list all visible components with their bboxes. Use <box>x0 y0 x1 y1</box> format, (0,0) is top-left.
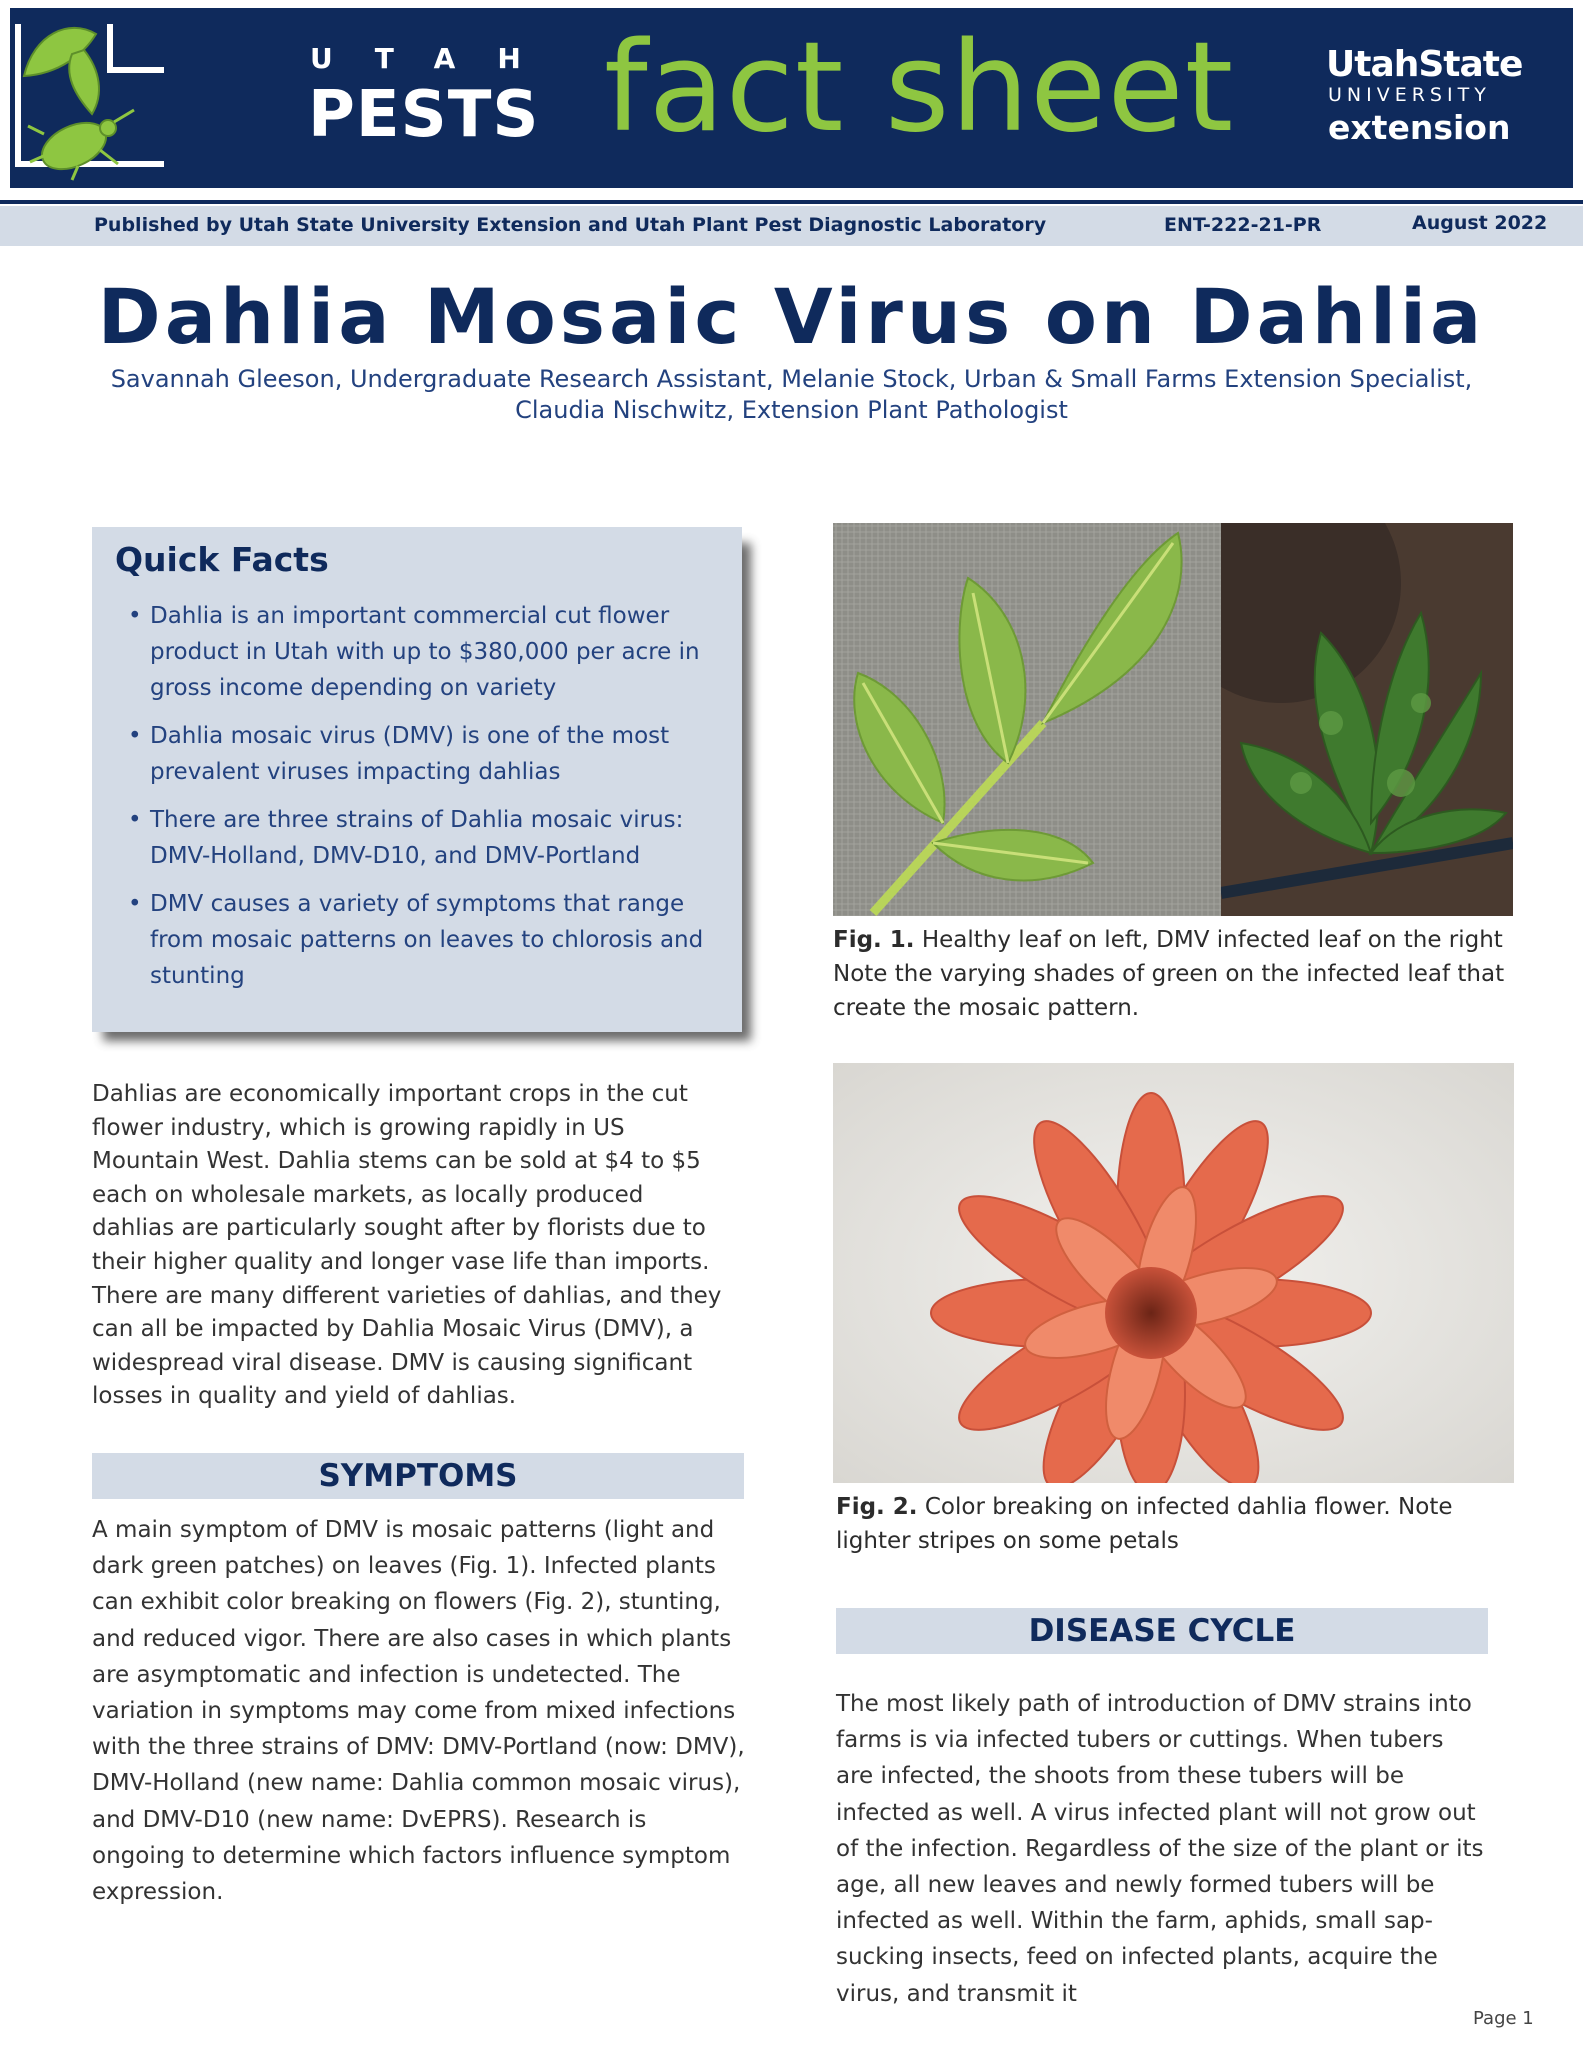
brand-pests: PESTS <box>308 78 540 152</box>
utah-pests-logo <box>14 14 164 184</box>
quick-fact-text: Dahlia is an important commercial cut flower product in Utah with up to $380,000 per acre in gross income depending on variety <box>150 603 700 701</box>
quick-fact-text: Dahlia mosaic virus (DMV) is one of the most prevalent viruses impacting dahlias <box>150 723 670 785</box>
usu-logo-line2: UNIVERSITY <box>1328 84 1491 106</box>
figure-2-caption-text: Color breaking on infected dahlia flower. Note lighter stripes on some petals <box>836 1494 1453 1554</box>
usu-logo-line3: extension <box>1328 108 1511 147</box>
intro-paragraph: Dahlias are economically important crops in the cut flower industry, which is growing rapidly in US Mountain West. Dahlia stems can be sold at $4 to $5 each on wholesale markets, as locally produced dahlias are particularly sought after by florists due to their higher quality and longer vase life than imports. There are many different varieties of dahlias, and they can all be impacted by Dahlia Mosaic Virus (DMV), a widespread viral disease. DMV is causing significant losses in quality and yield of dahlias. <box>92 1081 722 1410</box>
publication-date: August 2022 <box>1412 212 1548 234</box>
brand-fact-sheet: fact sheet <box>604 16 1235 160</box>
quick-facts-list <box>118 598 718 1006</box>
usu-logo-line1: UtahState <box>1326 44 1523 85</box>
disease-cycle-heading: DISEASE CYCLE <box>836 1608 1488 1654</box>
symptoms-paragraph: A main symptom of DMV is mosaic patterns (light and dark green patches) on leaves (Fig. 1). Infected plants can exhibit color breaking on flowers (Fig. 2), stunting, and reduced vigor. There are also cases in which plants are asymptomatic and infection is undetected. The variation in symptoms may come from mixed infections with the three strains of DMV: DMV-Portland (now: DMV), DMV-Holland (new name: Dahlia common mosaic virus), and DMV-D10 (new name: DvEPRS). Research is ongoing to determine which factors influence symptom expression. <box>92 1517 745 1906</box>
quick-fact-item <box>118 802 718 874</box>
publication-code: ENT-222-21-PR <box>1164 214 1322 236</box>
bullet-icon: • <box>128 891 142 917</box>
quick-facts-heading: Quick Facts <box>115 540 329 579</box>
symptoms-heading: SYMPTOMS <box>92 1453 744 1499</box>
bullet-icon: • <box>128 603 142 629</box>
disease-cycle-paragraph: The most likely path of introduction of DMV strains into farms is via infected tubers or cuttings. When tubers are infected, the shoots from these tubers will be infected as well. A virus infected plant will not grow out of the infection. Regardless of the size of the plant or its age, all new leaves and newly formed tubers will be infected as well. Within the farm, aphids, small sap-sucking insects, feed on infected plants, acquire the virus, and transmit it <box>836 1691 1484 2007</box>
dahlia-flower-image <box>833 1063 1514 1483</box>
quick-fact-item <box>118 598 718 706</box>
healthy-leaf-image <box>833 523 1221 916</box>
bullet-icon: • <box>128 807 142 833</box>
quick-fact-item <box>118 718 718 790</box>
authors <box>60 364 1523 426</box>
header-rule <box>0 200 1583 204</box>
figure-2-label: Fig. 2. <box>836 1494 918 1520</box>
authors-line-2: Claudia Nischwitz, Extension Plant Pathologist <box>515 396 1068 424</box>
publisher-text: Published by Utah State University Extension and Utah Plant Pest Diagnostic Laboratory <box>94 214 1047 236</box>
page-number: Page 1 <box>1473 2008 1534 2029</box>
bullet-icon: • <box>128 723 142 749</box>
figure-1-label: Fig. 1. <box>833 927 915 953</box>
figure-1-caption-text: Healthy leaf on left, DMV infected leaf on the right Note the varying shades of green on the infected leaf that create the mosaic pattern. <box>833 927 1505 1021</box>
quick-fact-text: DMV causes a variety of symptoms that range from mosaic patterns on leaves to chlorosis and stunting <box>150 891 704 989</box>
figure-1-caption <box>833 923 1513 1025</box>
authors-line-1: Savannah Gleeson, Undergraduate Research Assistant, Melanie Stock, Urban & Small Farms Extension Specialist, <box>110 365 1473 393</box>
infected-plant-image <box>1221 523 1513 916</box>
quick-fact-text: There are three strains of Dahlia mosaic virus: DMV-Holland, DMV-D10, and DMV-Portland <box>150 807 684 869</box>
page-title: Dahlia Mosaic Virus on Dahlia <box>97 272 1486 361</box>
brand-utah: UTAH <box>310 42 563 75</box>
quick-fact-item <box>118 886 718 994</box>
figure-2-caption <box>836 1490 1496 1558</box>
